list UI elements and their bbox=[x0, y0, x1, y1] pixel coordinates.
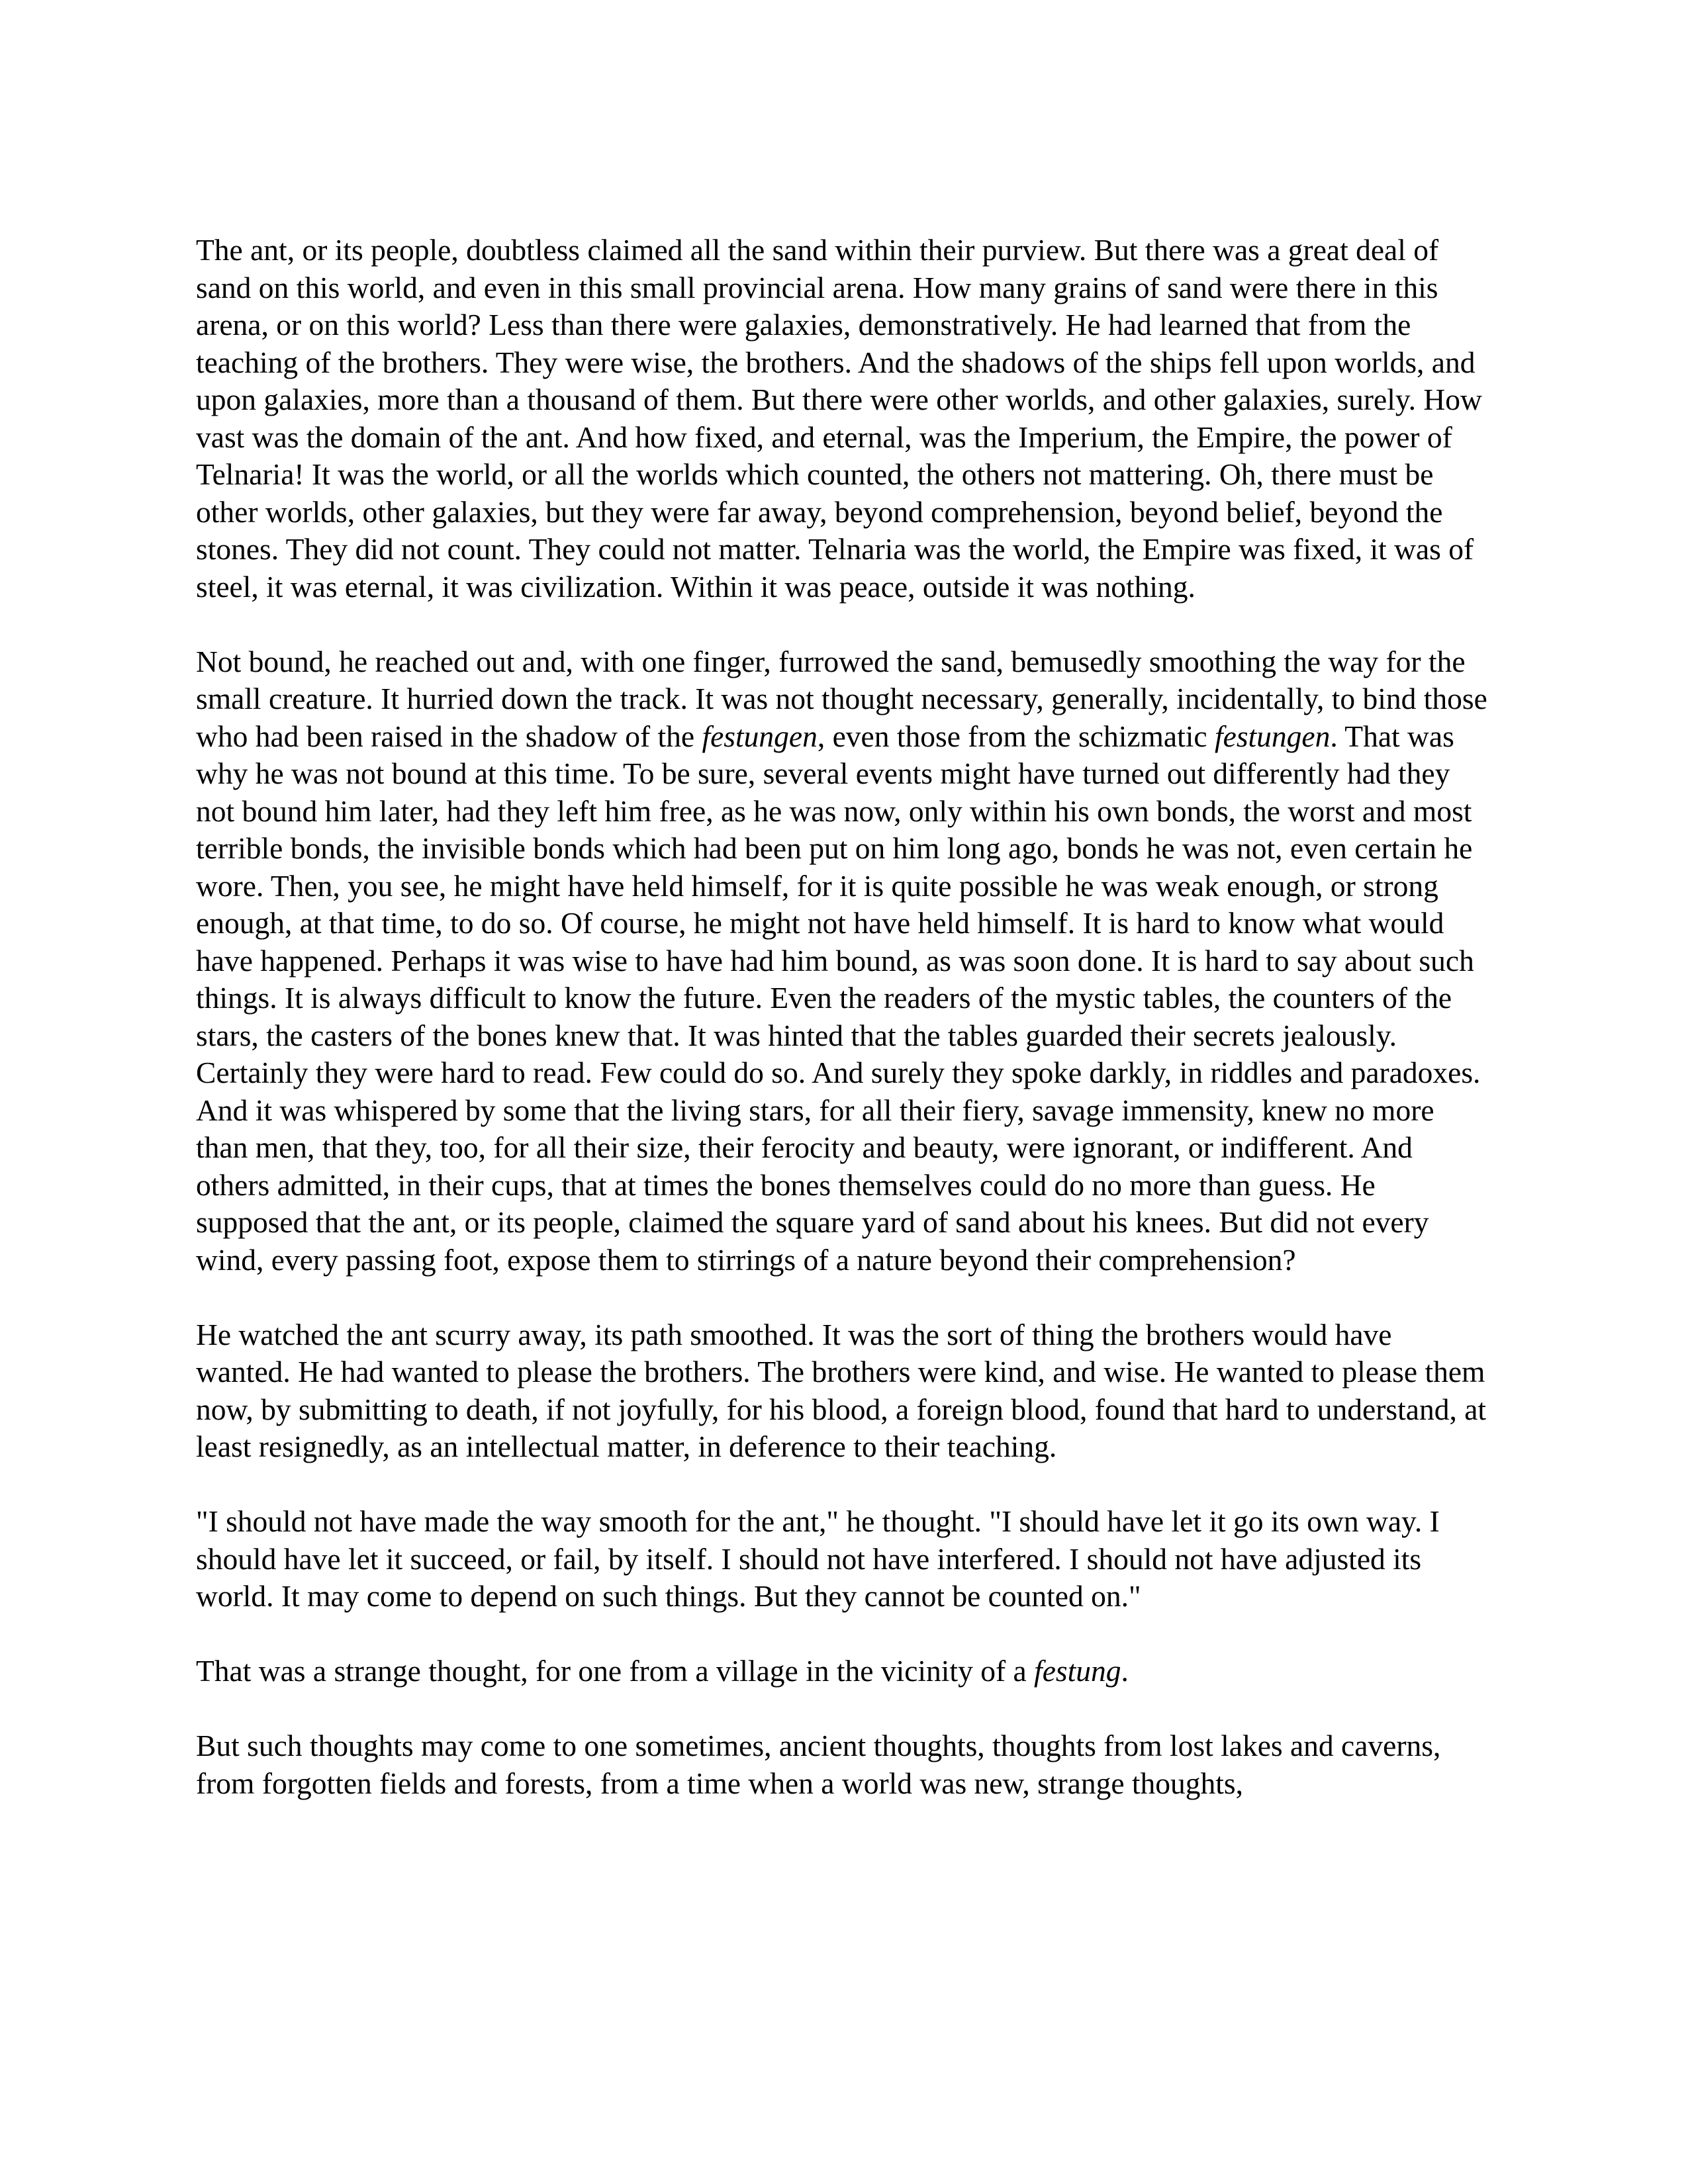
paragraph-5 bbox=[196, 1653, 1493, 1690]
italic-term: festungen bbox=[1214, 719, 1331, 753]
paragraph-text: But such thoughts may come to one sometimes, ancient thoughts, thoughts from lost lakes and caverns, from forgotten fields and forests, from a time when a world was new, strange thoughts, bbox=[196, 1729, 1441, 1800]
paragraph-4 bbox=[196, 1503, 1493, 1615]
paragraph-text: He watched the ant scurry away, its path smoothed. It was the sort of thing the brothers would have wanted. He had wanted to please the brothers. The brothers were kind, and wise. He wanted to please them now, by submitting to death, if not joyfully, for his blood, a foreign blood, found that hard to understand, at least resignedly, as an intellectual matter, in deference to their teaching. bbox=[196, 1317, 1487, 1463]
paragraph-text: That was a strange thought, for one from a village in the vicinity of a bbox=[196, 1654, 1035, 1688]
italic-term: festung bbox=[1034, 1654, 1121, 1688]
paragraph-3 bbox=[196, 1316, 1493, 1466]
paragraph-text: , even those from the schizmatic bbox=[817, 719, 1215, 753]
paragraph-text: . That was why he was not bound at this time. To be sure, several events might have turned out differently had they not bound him later, had they left him free, as he was now, only within his own bonds, the worst and most terrible bonds, the invisible bonds which had been put on him long ago, bonds he was not, even certain he wore. Then, you see, he might have held himself, for it is quite possible he was weak enough, or strong enough, at that time, to do so. Of course, he might not have held himself. It is hard to know what would have happened. Perhaps it was wise to have had him bound, as was soon done. It is hard to say about such things. It is always difficult to know the future. Even the readers of the mystic tables, the counters of the stars, the casters of the bones knew that. It was hinted that the tables guarded their secrets jealously. Certainly they were hard to read. Few could do so. And surely they spoke darkly, in riddles and paradoxes. And it was whispered by some that the living stars, for all their fiery, savage immensity, knew no more than men, that they, too, for all their size, their ferocity and beauty, were ignorant, or indifferent. And others admitted, in their cups, that at times the bones themselves could do no more than guess. He supposed that the ant, or its people, claimed the square yard of sand about his knees. But did not every wind, every passing foot, expose them to stirrings of a nature beyond their comprehension? bbox=[196, 719, 1481, 1277]
paragraph-1 bbox=[196, 232, 1493, 606]
document-body bbox=[196, 232, 1493, 1802]
paragraph-text: The ant, or its people, doubtless claimed all the sand within their purview. But there was a great deal of sand on this world, and even in this small provincial arena. How many grains of sand were there in this arena, or on this world? Less than there were galaxies, demonstratively. He had learned that from the teaching of the brothers. They were wise, the brothers. And the shadows of the ships fell upon worlds, and upon galaxies, more than a thousand of them. But there were other worlds, and other galaxies, surely. How vast was the domain of the ant. And how fixed, and eternal, was the Imperium, the Empire, the power of Telnaria! It was the world, or all the worlds which counted, the others not mattering. Oh, there must be other worlds, other galaxies, but they were far away, beyond comprehension, beyond belief, beyond the stones. They did not count. They could not matter. Telnaria was the world, the Empire was fixed, it was of steel, it was eternal, it was civilization. Within it was peace, outside it was nothing. bbox=[196, 233, 1482, 604]
paragraph-text: "I should not have made the way smooth for the ant," he thought. "I should have let it go its own way. I should have let it succeed, or fail, by itself. I should not have interfered. I should not have adjusted its world. It may come to depend on such things. But they cannot be counted on." bbox=[196, 1504, 1440, 1613]
italic-term: festungen bbox=[702, 719, 818, 753]
paragraph-text: . bbox=[1121, 1654, 1129, 1688]
paragraph-6 bbox=[196, 1727, 1493, 1802]
paragraph-2 bbox=[196, 643, 1493, 1279]
paragraph-text: Not bound, he reached out and, with one finger, furrowed the sand, bemusedly smoothing the way for the small creature. It hurried down the track. It was not thought necessary, generally, incidentally, to bind those who had been raised in the shadow of the bbox=[196, 644, 1487, 753]
